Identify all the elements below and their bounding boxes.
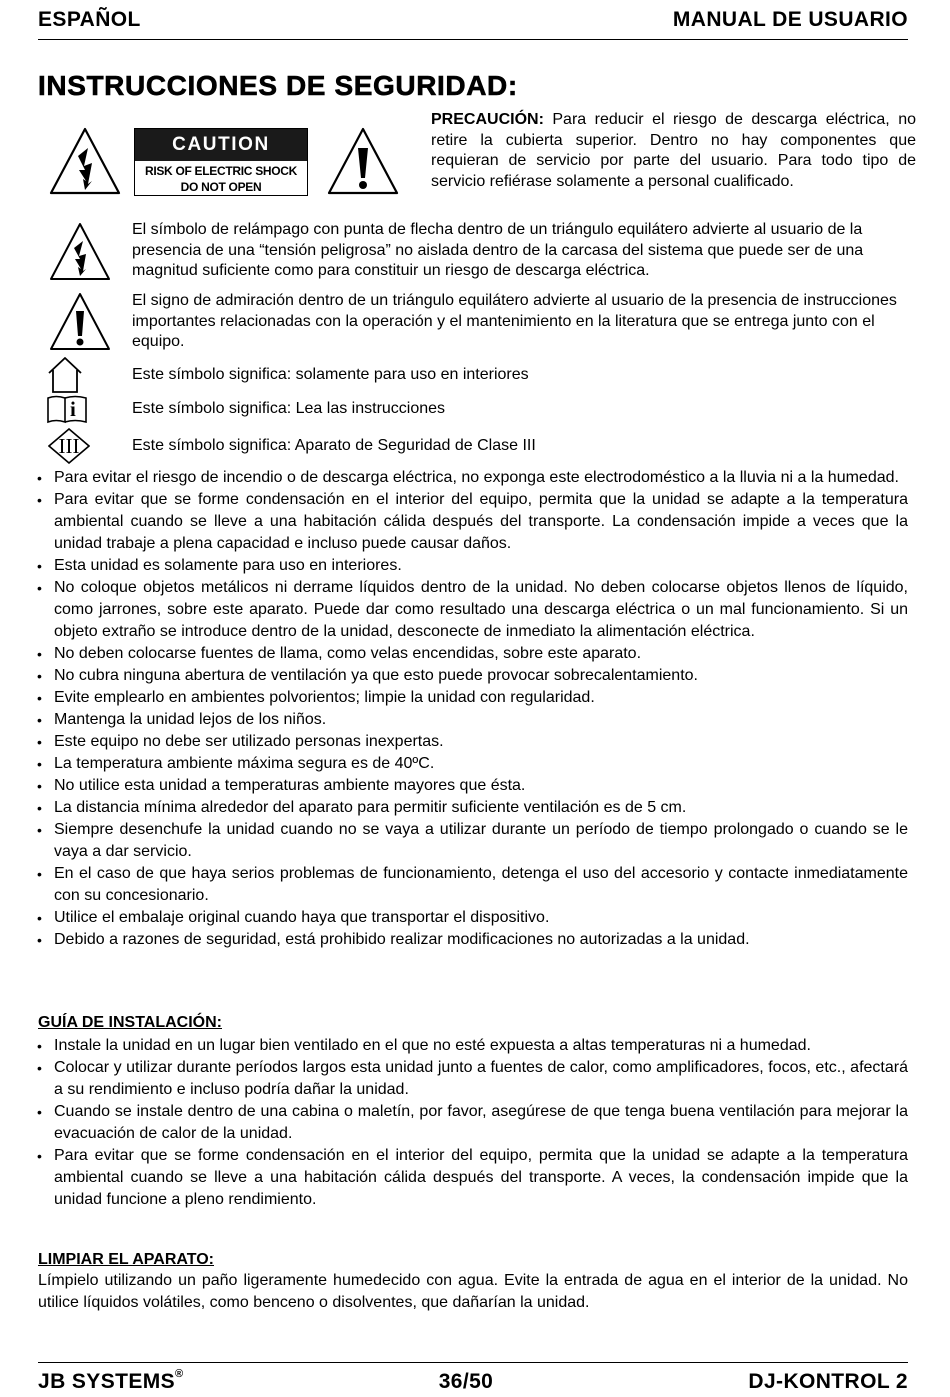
caution-line-1: RISK OF ELECTRIC SHOCK	[144, 164, 298, 178]
list-item: • No utilice esta unidad a temperaturas ambiente mayores que ésta.	[38, 775, 908, 797]
lightning-triangle-icon	[48, 222, 112, 282]
indoor-house-icon	[47, 356, 83, 394]
exclamation-symbol-description: El signo de admiración dentro de un triángulo equilátero advierte al usuario de la presencia de instrucciones importantes relacionadas con la operación y el mantenimiento en la literatura que se entrega junto con el equipo.	[132, 292, 897, 350]
read-instructions-icon	[46, 394, 88, 424]
install-bullet-list	[38, 1035, 908, 1211]
class-three-glyph: III	[58, 434, 80, 458]
precaution-label: PRECAUCIÓN:	[431, 111, 544, 128]
list-item: • Este equipo no debe ser utilizado personas inexpertas.	[38, 731, 908, 753]
info-glyph: i	[70, 397, 76, 421]
list-item: • Instale la unidad en un lugar bien ventilado en el que no esté expuesta a altas temperaturas ni a humedad.	[38, 1035, 908, 1057]
page-header	[38, 8, 908, 40]
read-symbol-description: Este símbolo significa: Lea las instrucciones	[132, 400, 446, 417]
class-three-description: Este símbolo significa: Aparato de Seguridad de Clase III	[132, 437, 536, 454]
caution-title: CAUTION	[135, 129, 307, 161]
registered-mark: ®	[175, 1368, 184, 1380]
caution-label	[134, 128, 308, 196]
footer-brand	[38, 1370, 184, 1394]
lightning-triangle-icon	[48, 126, 122, 196]
lightning-symbol-description: El símbolo de relámpago con punta de flecha dentro de un triángulo equilátero advierte al usuario de la presencia de una “tensión peligrosa” no aislada dentro de la carcasa del sistema que puede ser de una magnitud suficiente como para constituir un riesgo de descarga eléctrica.	[132, 221, 864, 279]
page-number: 36/50	[438, 1370, 494, 1393]
list-item: • La distancia mínima alrededor del aparato para permitir suficiente ventilación es de 5 cm.	[38, 797, 908, 819]
caution-line-2: DO NOT OPEN	[180, 180, 262, 194]
install-heading: GUÍA DE INSTALACIÓN:	[38, 1014, 222, 1031]
exclamation-triangle-icon	[48, 292, 112, 352]
list-item: • En el caso de que haya serios problemas de funcionamiento, detenga el uso del accesorio y contacte inmediatamente con su concesionario.	[38, 863, 908, 907]
list-item: • La temperatura ambiente máxima segura es de 40ºC.	[38, 753, 908, 775]
class-three-icon	[48, 428, 90, 464]
list-item: • Para evitar que se forme condensación en el interior del equipo, permita que la unidad se adapte a la temperatura ambiental cuando se lleve a una habitación cálida después del transporte. La condensación impide a veces que la unidad trabaje a plena capacidad e incluso puede causar daños.	[38, 489, 908, 555]
indoor-symbol-description: Este símbolo significa: solamente para uso en interiores	[132, 366, 529, 383]
clean-heading: LIMPIAR EL APARATO:	[38, 1251, 214, 1268]
list-item: • Utilice el embalaje original cuando haya que transportar el dispositivo.	[38, 907, 908, 929]
precaution-body: Para reducir el riesgo de descarga eléctrica, no retire la cubierta superior. Dentro no hay componentes que requieran de servicio por parte del usuario. Para todo tipo de servicio refiérase solamente a personal cualificado.	[431, 111, 916, 190]
list-item: • No cubra ninguna abertura de ventilación ya que esto puede provocar sobrecalentamiento.	[38, 665, 908, 687]
list-item: • Colocar y utilizar durante períodos largos esta unidad junto a fuentes de calor, como amplificadores, focos, etc., afectará a su rendimiento e incluso podría dañar la unidad.	[38, 1057, 908, 1101]
list-item: • Cuando se instale dentro de una cabina o maletín, por favor, asegúrese de que tenga buena ventilación para mejorar la evacuación de calor de la unidad.	[38, 1101, 908, 1145]
footer-model: DJ-KONTROL 2	[748, 1370, 908, 1393]
precaution-text	[431, 110, 916, 192]
footer-brand-name: JB SYSTEMS	[38, 1370, 176, 1393]
list-item: • Para evitar que se forme condensación en el interior del equipo, permita que la unidad se adapte a la temperatura ambiental cuando se lleve a una habitación cálida después del transporte. A veces, la condensación impide que la unidad funcione a pleno rendimiento.	[38, 1145, 908, 1211]
list-item: • Siempre desenchufe la unidad cuando no se vaya a utilizar durante un período de tiempo prolongado o cuando se le vaya a dar servicio.	[38, 819, 908, 863]
list-item: • Evite emplearlo en ambientes polvorientos; limpie la unidad con regularidad.	[38, 687, 908, 709]
list-item: • Debido a razones de seguridad, está prohibido realizar modificaciones no autorizadas a la unidad.	[38, 929, 908, 951]
list-item: • Para evitar el riesgo de incendio o de descarga eléctrica, no exponga este electrodoméstico a la lluvia ni a la humedad.	[38, 467, 908, 489]
page-title: INSTRUCCIONES DE SEGURIDAD:	[38, 70, 518, 101]
list-item: • Esta unidad es solamente para uso en interiores.	[38, 555, 908, 577]
header-doc-title: MANUAL DE USUARIO	[672, 8, 908, 31]
list-item: • Mantenga la unidad lejos de los niños.	[38, 709, 908, 731]
clean-text: Límpielo utilizando un paño ligeramente humedecido con agua. Evite la entrada de agua en el interior de la unidad. No utilice líquidos volátiles, como benceno o disolventes, que dañarían la unidad.	[38, 1272, 908, 1311]
page-footer	[38, 1362, 908, 1394]
list-item: • No coloque objetos metálicos ni derrame líquidos dentro de la unidad. No deben colocarse objetos llenos de líquido, como jarrones, sobre este aparato. Puede dar como resultado una descarga eléctrica o un mal funcionamiento. Si un objeto extraño se introduce dentro de la unidad, desconecte de inmediato la alimentación eléctrica.	[38, 577, 908, 643]
safety-bullet-list	[38, 467, 908, 951]
exclamation-triangle-icon	[326, 126, 400, 196]
header-language: ESPAÑOL	[38, 8, 141, 31]
list-item: • No deben colocarse fuentes de llama, como velas encendidas, sobre este aparato.	[38, 643, 908, 665]
